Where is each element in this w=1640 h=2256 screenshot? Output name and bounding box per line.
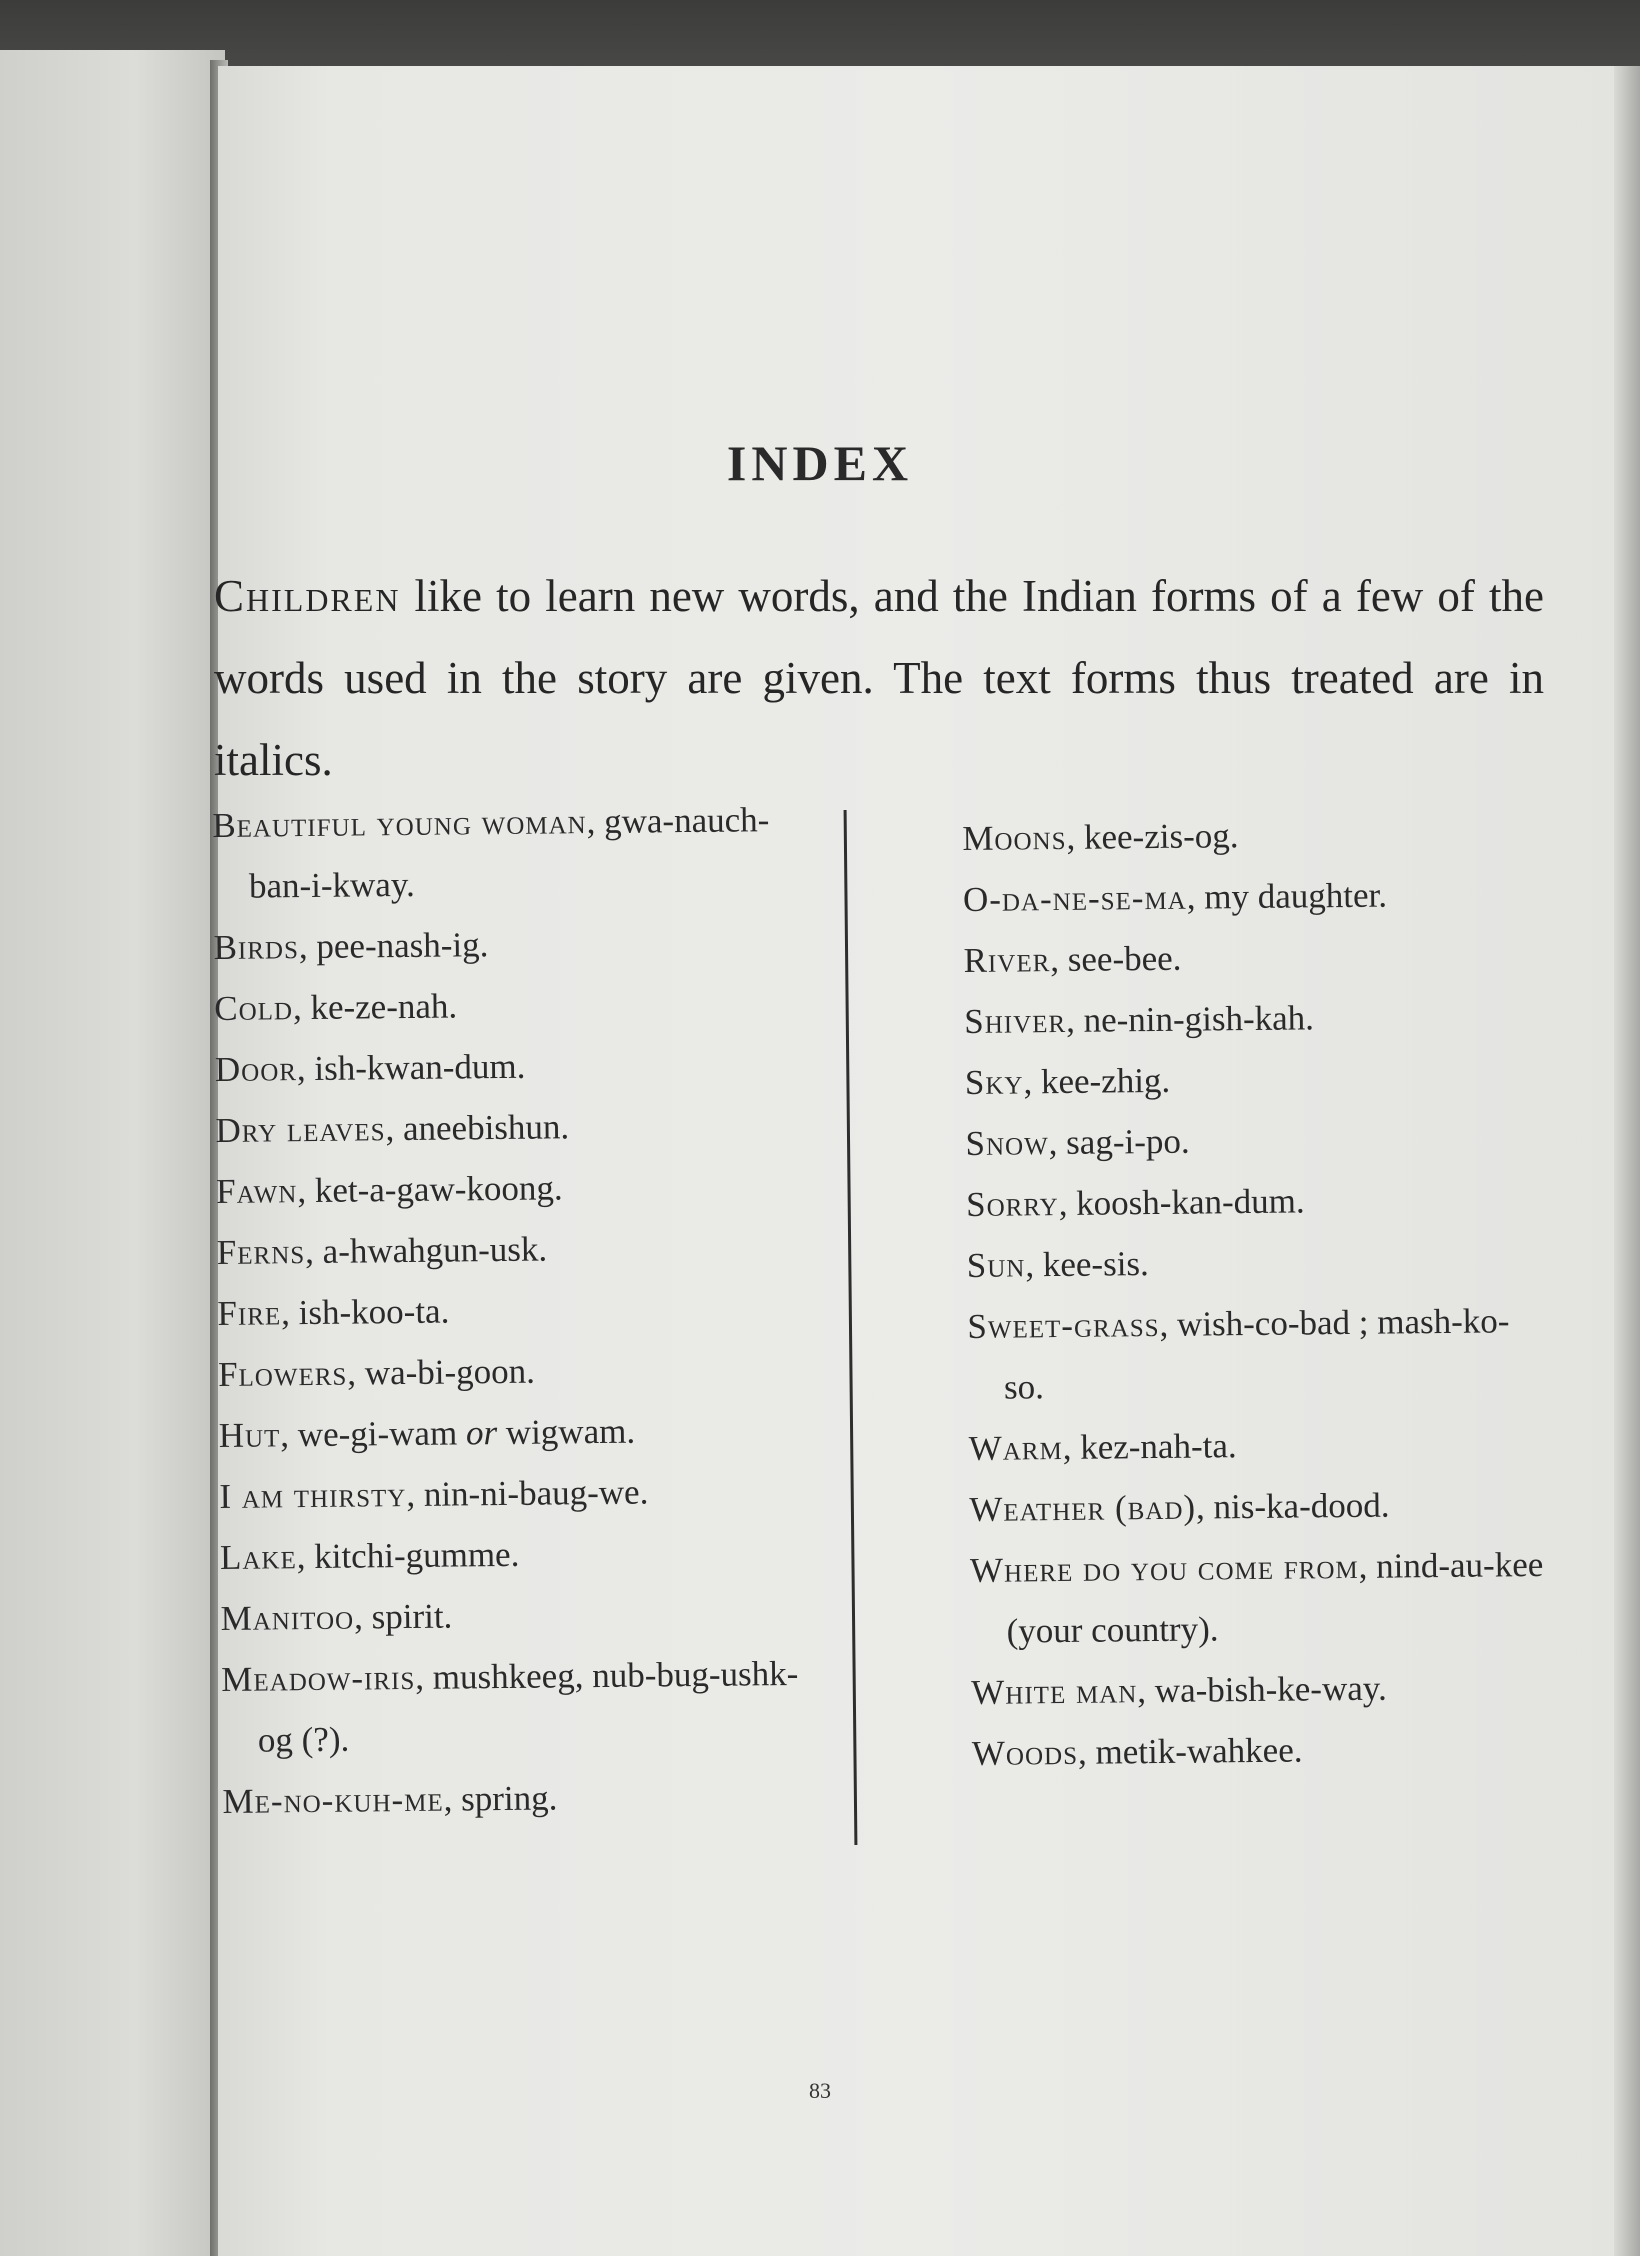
index-entry — [216, 1155, 817, 1222]
entry-term: Birds — [213, 927, 300, 967]
index-entry — [217, 1277, 818, 1344]
index-entry — [216, 1216, 817, 1283]
index-entry — [219, 1460, 820, 1527]
entry-definition: , wish-co-bad ; mash-ko-so. — [1003, 1301, 1510, 1407]
entry-term: Flowers — [217, 1353, 348, 1394]
entry-term: Fawn — [215, 1171, 298, 1211]
entry-definition: , metik-wahkee. — [1077, 1730, 1303, 1772]
index-entry — [971, 1656, 1552, 1723]
entry-definition: , see-bee. — [1050, 938, 1182, 980]
entry-definition: , spirit. — [353, 1596, 453, 1637]
entry-term: Hut — [218, 1415, 281, 1455]
entry-term: Shiver — [964, 1000, 1067, 1041]
index-entry — [221, 1643, 822, 1771]
entry-definition: , mushkeeg, nub-bug-ushk-og (?). — [257, 1653, 799, 1760]
entry-term: Sorry — [965, 1184, 1059, 1224]
page-title: INDEX — [726, 434, 914, 491]
intro-paragraph — [214, 555, 1544, 801]
entry-term: Moons — [962, 817, 1067, 858]
entry-definition: , ne-nin-gish-kah. — [1065, 998, 1315, 1040]
entry-term: Manitoo — [220, 1597, 355, 1638]
entry-definition: , nis-ka-dood. — [1195, 1485, 1390, 1527]
entry-definition: , nin-ni-baug-we. — [406, 1472, 649, 1515]
entry-term: Weather (bad) — [969, 1487, 1197, 1529]
index-entry — [215, 1094, 816, 1161]
index-entry — [213, 911, 814, 978]
page-number: 83 — [809, 2078, 831, 2103]
index-entry — [222, 1765, 823, 1832]
entry-term: Lake — [219, 1537, 297, 1577]
index-entry — [218, 1338, 819, 1405]
entry-term: Woods — [971, 1732, 1079, 1773]
entry-term: White man — [971, 1671, 1138, 1712]
entry-definition: , spring. — [443, 1778, 558, 1819]
entry-definition: , wa-bi-goon. — [347, 1351, 536, 1393]
entry-definition: , kitchi-gumme. — [296, 1534, 520, 1577]
entry-definition: , a-hwahgun-usk. — [304, 1229, 548, 1272]
intro-text: like to learn new words, and the Indian forms of a few of the words used in the story are given. The text forms thus treated are in italics. — [214, 571, 1544, 785]
index-entry — [964, 985, 1545, 1052]
entry-definition: , aneebishun. — [385, 1107, 570, 1149]
entry-italic-or: or — [465, 1413, 498, 1453]
entry-definition: , ke-ze-nah. — [292, 986, 458, 1028]
entry-term: Sky — [964, 1062, 1024, 1102]
index-entry — [969, 1473, 1550, 1540]
entry-term: Dry leaves — [215, 1109, 386, 1150]
entry-term: Sweet-grass — [967, 1304, 1160, 1346]
index-column-right — [962, 802, 1552, 1784]
index-entry — [962, 802, 1543, 869]
entry-definition: , kee-sis. — [1025, 1244, 1150, 1285]
entry-definition: , kez-nah-ta. — [1062, 1426, 1237, 1467]
entry-term: Beautiful young woman — [212, 802, 587, 845]
entry-term: Ferns — [216, 1232, 306, 1272]
index-entry — [963, 863, 1544, 930]
index-entry — [970, 1534, 1551, 1662]
index-entry — [220, 1582, 821, 1649]
entry-term: Warm — [968, 1427, 1063, 1468]
entry-definition: , nind-au-kee (your country). — [1006, 1544, 1544, 1651]
entry-definition: wigwam. — [496, 1411, 636, 1453]
page-edge — [1614, 66, 1640, 2256]
index-entry — [212, 789, 813, 917]
entry-term: Me-no-kuh-me — [222, 1779, 444, 1821]
entry-term: Where do you come from — [969, 1546, 1359, 1590]
entry-term: I am thirsty — [219, 1475, 407, 1516]
entry-definition: , ish-kwan-dum. — [296, 1046, 526, 1089]
entry-definition: , kee-zhig. — [1023, 1060, 1171, 1102]
index-entry — [218, 1399, 819, 1466]
index-entry — [968, 1412, 1549, 1479]
entry-term: Meadow-iris — [221, 1657, 416, 1699]
index-column-left — [212, 789, 823, 1832]
entry-term: River — [963, 940, 1051, 980]
entry-definition: , ish-koo-ta. — [280, 1291, 450, 1333]
index-entry — [965, 1046, 1546, 1113]
entry-definition: , ket-a-gaw-koong. — [297, 1168, 563, 1211]
index-entry — [220, 1521, 821, 1588]
index-entry — [214, 972, 815, 1039]
entry-definition: , my daughter. — [1186, 875, 1388, 917]
index-entry — [965, 1107, 1546, 1174]
entry-definition: , koosh-kan-dum. — [1058, 1181, 1305, 1224]
entry-definition: , kee-zis-og. — [1066, 816, 1239, 857]
entry-term: Fire — [217, 1293, 282, 1333]
entry-definition: , we-gi-wam — [280, 1413, 467, 1455]
entry-definition: , wa-bish-ke-way. — [1137, 1668, 1387, 1711]
entry-definition: , gwa-nauch-ban-i-kway. — [248, 800, 770, 906]
entry-term: Cold — [214, 988, 294, 1028]
index-entry — [963, 924, 1544, 991]
entry-definition: , sag-i-po. — [1048, 1121, 1190, 1163]
index-entry — [966, 1168, 1547, 1235]
entry-term: O-da-ne-se-ma — [962, 877, 1187, 919]
index-entry — [972, 1717, 1553, 1784]
index-entry — [967, 1290, 1548, 1418]
intro-lead-word: Children — [214, 571, 401, 621]
index-entry — [966, 1229, 1547, 1296]
index-entry — [215, 1033, 816, 1100]
entry-term: Snow — [965, 1123, 1049, 1163]
entry-definition: , pee-nash-ig. — [298, 925, 489, 967]
entry-term: Sun — [966, 1245, 1026, 1285]
entry-term: Door — [214, 1049, 298, 1089]
facing-page — [0, 50, 225, 2256]
